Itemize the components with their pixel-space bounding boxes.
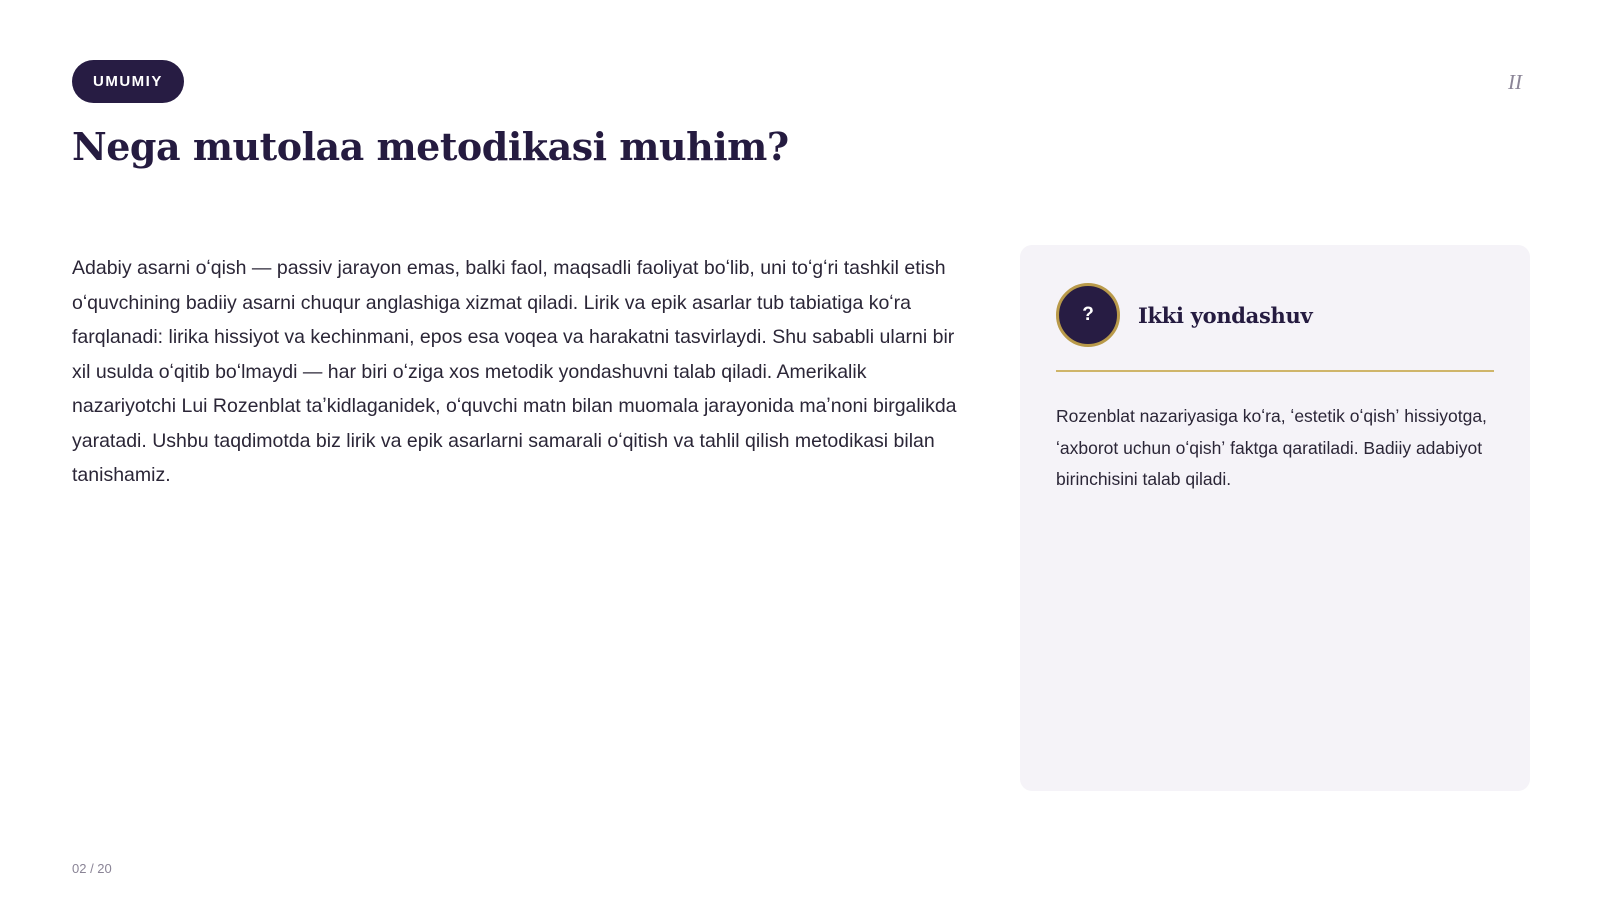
- info-card: [1020, 245, 1530, 791]
- question-icon: ?: [1056, 283, 1120, 347]
- card-header: [1056, 281, 1494, 349]
- card-divider: [1056, 370, 1494, 372]
- card-title: Ikki yondashuv: [1138, 302, 1313, 328]
- card-text: Rozenblat nazariyasiga koʻra, ʻestetik oʻqishʼ hissiyotga, ʻaxborot uchun oʻqishʼ faktga qaratiladi. Badiiy adabiyot birinchisini talab qiladi.: [1056, 406, 1487, 489]
- section-tag: UMUMIY: [72, 60, 184, 103]
- section-numeral: II: [1508, 70, 1522, 94]
- page-title: Nega mutolaa metodikasi muhim?: [72, 124, 789, 169]
- page-indicator: 02 / 20: [72, 861, 112, 876]
- intro-paragraph: Adabiy asarni oʻqish — passiv jarayon emas, balki faol, maqsadli faoliyat boʻlib, uni toʻgʻri tashkil etish oʻquvchining badiiy asarni chuqur anglashiga xizmat qiladi. Lirik va epik asarlar tub tabiatiga koʻra farqlanadi: lirika hissiyot va kechinmani, epos esa voqea va harakatni tasvirlaydi. Shu sababli ularni bir xil usulda oʻqitib boʻlmaydi — har biri oʻziga xos metodik yondashuvni talab qiladi. Amerikalik nazariyotchi Lui Rozenblat taʼkidlaganidek, oʻquvchi matn bilan muomala jarayonida maʼnoni birgalikda yaratadi. Ushbu taqdimotda biz lirik va epik asarlarni samarali oʻqitish va tahlil qilish metodikasi bilan tanishamiz.: [72, 257, 957, 486]
